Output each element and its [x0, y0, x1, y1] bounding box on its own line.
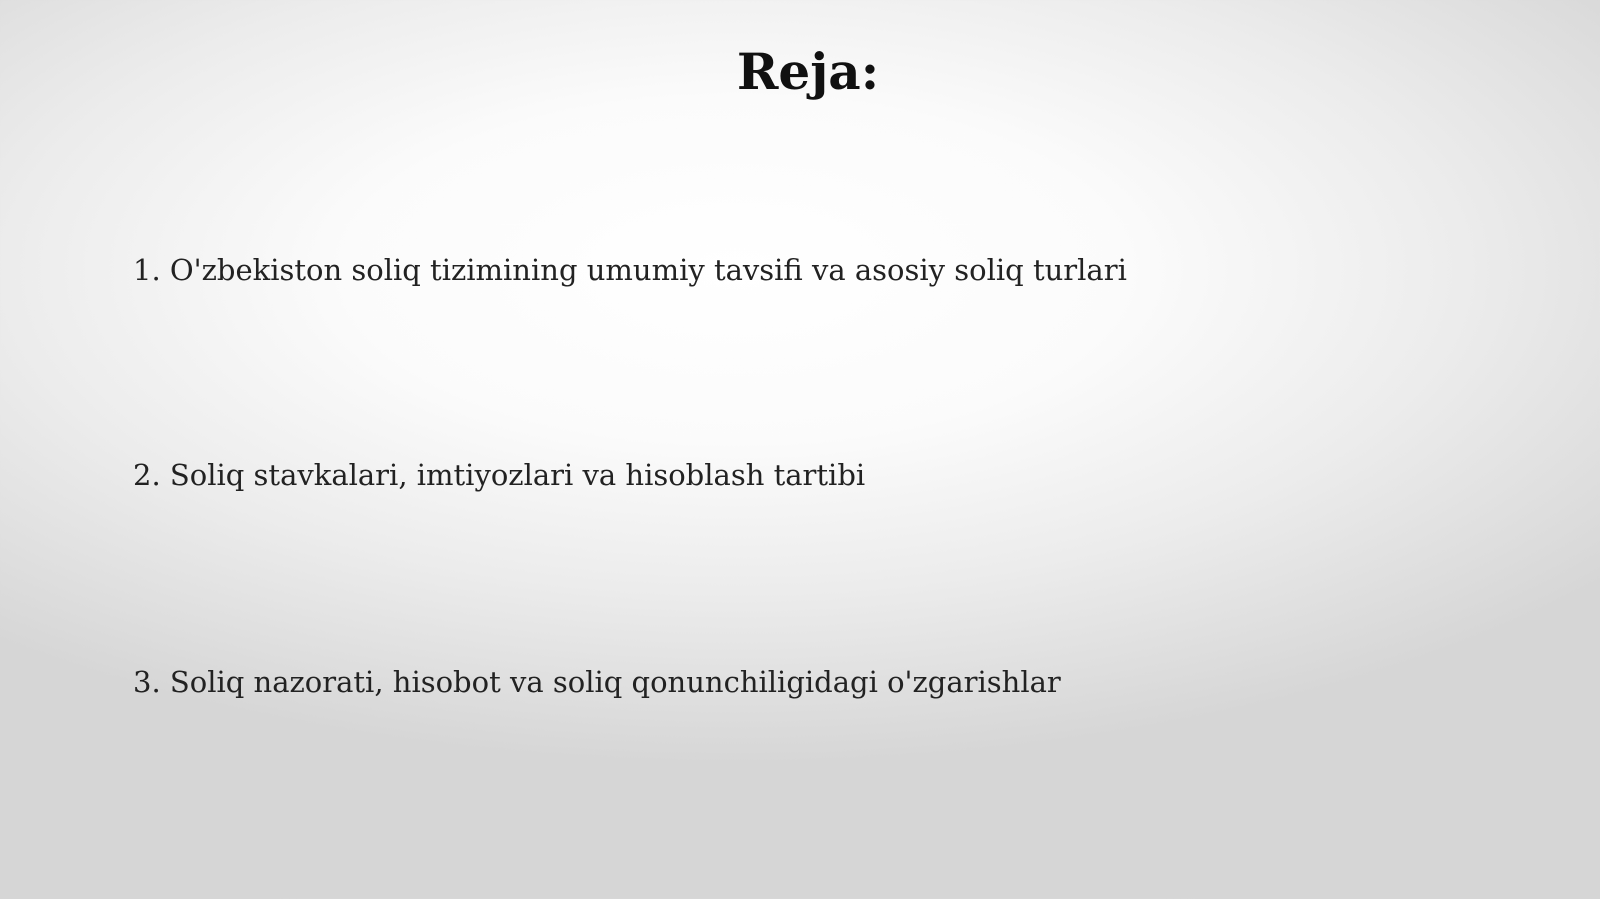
plan-item: 3. Soliq nazorati, hisobot va soliq qonunchiligidagi o'zgarishlar: [133, 665, 1061, 699]
plan-item: 2. Soliq stavkalari, imtiyozlari va hisoblash tartibi: [133, 458, 866, 492]
plan-item: 1. O'zbekiston soliq tizimining umumiy tavsifi va asosiy soliq turlari: [133, 253, 1127, 287]
slide-title: Reja:: [736, 42, 880, 101]
